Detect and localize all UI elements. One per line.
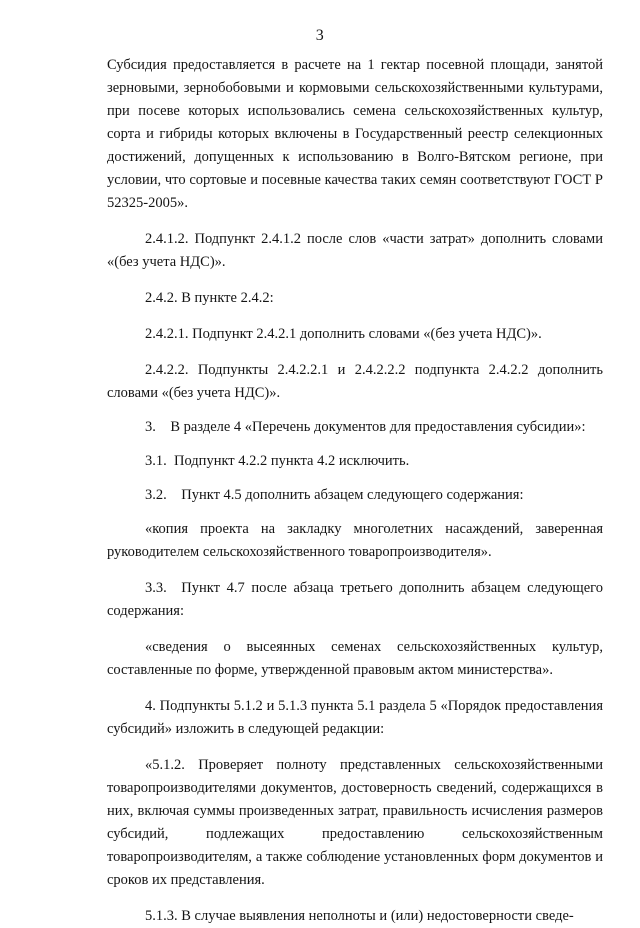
page-number: 3 xyxy=(315,27,325,44)
paragraph-3-1: 3.1. Подпункт 4.2.2 пункта 4.2 исключить. xyxy=(145,453,410,469)
paragraph-2-4-1-2: 2.4.1.2. Подпункт 2.4.1.2 после слов «части затрат» дополнить словами «(без учета НДС)». xyxy=(107,231,603,270)
paragraph-subsidy-conditions: Субсидия предоставляется в расчете на 1 гектар посевной площади, занятой зерновыми, зернобобовыми и кормовыми сельскохозяйственными культурами, при посеве которых использовались семена сельскохозяйственных культур, сорта и гибриды которых включены в Государственный реестр селекционных достижений, допущенных к использованию в Волго-Вятском регионе, при условии, что сортовые и посевные качества таких семян соответствуют ГОСТ Р 52325-2005». xyxy=(107,57,603,211)
paragraph-2-4-2-1: 2.4.2.1. Подпункт 2.4.2.1 дополнить словами «(без учета НДС)». xyxy=(145,326,542,342)
paragraph-3-3: 3.3. Пункт 4.7 после абзаца третьего дополнить абзацем следующего содержания: xyxy=(107,580,603,619)
document-body xyxy=(107,54,603,928)
paragraph-quote-copy-project: «копия проекта на закладку многолетних насаждений, заверенная руководителем сельскохозяйственного товаропроизводителя». xyxy=(107,521,603,560)
paragraph-2-4-2: 2.4.2. В пункте 2.4.2: xyxy=(145,290,274,306)
paragraph-3-2: 3.2. Пункт 4.5 дополнить абзацем следующего содержания: xyxy=(145,487,524,503)
paragraph-4: 4. Подпункты 5.1.2 и 5.1.3 пункта 5.1 раздела 5 «Порядок предоставления субсидий» изложить в следующей редакции: xyxy=(107,698,603,737)
paragraph-quote-seeds-info: «сведения о высеянных семенах сельскохозяйственных культур, составленные по форме, утвержденной правовым актом министерства». xyxy=(107,639,603,678)
paragraph-5-1-3: 5.1.3. В случае выявления неполноты и (или) недостоверности сведе- xyxy=(145,908,574,924)
paragraph-quote-5-1-2: «5.1.2. Проверяет полноту представленных сельскохозяйственными товаропроизводителями документов, достоверность сведений, содержащихся в них, включая суммы произведенных затрат, правильность исчисления размеров субсидий, подлежащих предоставлению сельскохозяйственным товаропроизводителям, а также соблюдение установленных форм документов и сроков их представления. xyxy=(107,757,603,888)
paragraph-2-4-2-2: 2.4.2.2. Подпункты 2.4.2.2.1 и 2.4.2.2.2 подпункта 2.4.2.2 дополнить словами «(без учета НДС)». xyxy=(107,362,603,401)
paragraph-3: 3. В разделе 4 «Перечень документов для предоставления субсидии»: xyxy=(145,419,586,435)
